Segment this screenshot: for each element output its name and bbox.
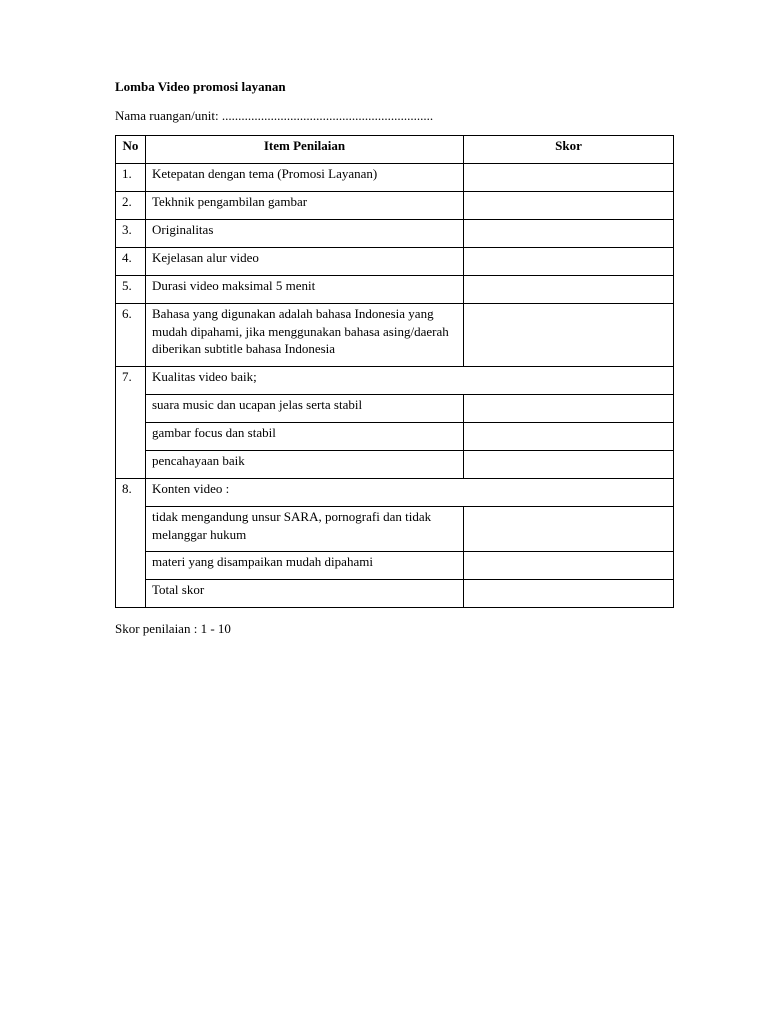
row-item: Ketepatan dengan tema (Promosi Layanan) bbox=[146, 164, 464, 192]
header-no: No bbox=[116, 136, 146, 164]
total-score-cell[interactable] bbox=[464, 580, 674, 608]
table-row bbox=[116, 192, 674, 220]
table-subrow bbox=[116, 395, 674, 423]
row-item: Konten video : bbox=[146, 479, 674, 507]
score-cell[interactable] bbox=[464, 220, 674, 248]
table-row bbox=[116, 220, 674, 248]
score-cell[interactable] bbox=[464, 304, 674, 367]
row-number: 1. bbox=[116, 164, 146, 192]
row-number: 2. bbox=[116, 192, 146, 220]
table-row bbox=[116, 248, 674, 276]
score-scale-note: Skor penilaian : 1 - 10 bbox=[115, 621, 231, 636]
table-row-group-quality bbox=[116, 367, 674, 395]
subrow-item: materi yang disampaikan mudah dipahami bbox=[146, 552, 464, 580]
row-number: 5. bbox=[116, 276, 146, 304]
table-header-row bbox=[116, 136, 674, 164]
row-number: 6. bbox=[116, 304, 146, 367]
row-number: 8. bbox=[116, 479, 146, 608]
score-cell[interactable] bbox=[464, 248, 674, 276]
score-cell[interactable] bbox=[464, 507, 674, 552]
header-item: Item Penilaian bbox=[146, 136, 464, 164]
row-number: 3. bbox=[116, 220, 146, 248]
row-item: Kualitas video baik; bbox=[146, 367, 674, 395]
table-row bbox=[116, 164, 674, 192]
document-title: Lomba Video promosi layanan bbox=[115, 79, 286, 94]
row-number: 7. bbox=[116, 367, 146, 479]
row-item: Tekhnik pengambilan gambar bbox=[146, 192, 464, 220]
assessment-table bbox=[115, 135, 674, 608]
score-cell[interactable] bbox=[464, 395, 674, 423]
row-item: Bahasa yang digunakan adalah bahasa Indonesia yang mudah dipahami, jika menggunakan bahasa asing/daerah diberikan subtitle bahasa Indonesia bbox=[146, 304, 464, 367]
score-cell[interactable] bbox=[464, 552, 674, 580]
total-row bbox=[116, 580, 674, 608]
table-subrow bbox=[116, 451, 674, 479]
row-item: Originalitas bbox=[146, 220, 464, 248]
table-row-group-content bbox=[116, 479, 674, 507]
table-row bbox=[116, 304, 674, 367]
unit-name-blank: ................................................................. bbox=[221, 108, 434, 123]
table-subrow bbox=[116, 423, 674, 451]
row-item: Kejelasan alur video bbox=[146, 248, 464, 276]
unit-name-line bbox=[115, 108, 433, 124]
row-number: 4. bbox=[116, 248, 146, 276]
table-row bbox=[116, 276, 674, 304]
score-cell[interactable] bbox=[464, 192, 674, 220]
unit-name-label: Nama ruangan/unit: bbox=[115, 108, 222, 123]
row-item: Durasi video maksimal 5 menit bbox=[146, 276, 464, 304]
score-cell[interactable] bbox=[464, 451, 674, 479]
subrow-item: suara music dan ucapan jelas serta stabil bbox=[146, 395, 464, 423]
header-skor: Skor bbox=[464, 136, 674, 164]
score-cell[interactable] bbox=[464, 164, 674, 192]
table-subrow bbox=[116, 552, 674, 580]
subrow-item: pencahayaan baik bbox=[146, 451, 464, 479]
subrow-item: tidak mengandung unsur SARA, pornografi dan tidak melanggar hukum bbox=[146, 507, 464, 552]
score-cell[interactable] bbox=[464, 276, 674, 304]
table-subrow bbox=[116, 507, 674, 552]
subrow-item: gambar focus dan stabil bbox=[146, 423, 464, 451]
total-label: Total skor bbox=[146, 580, 464, 608]
score-cell[interactable] bbox=[464, 423, 674, 451]
